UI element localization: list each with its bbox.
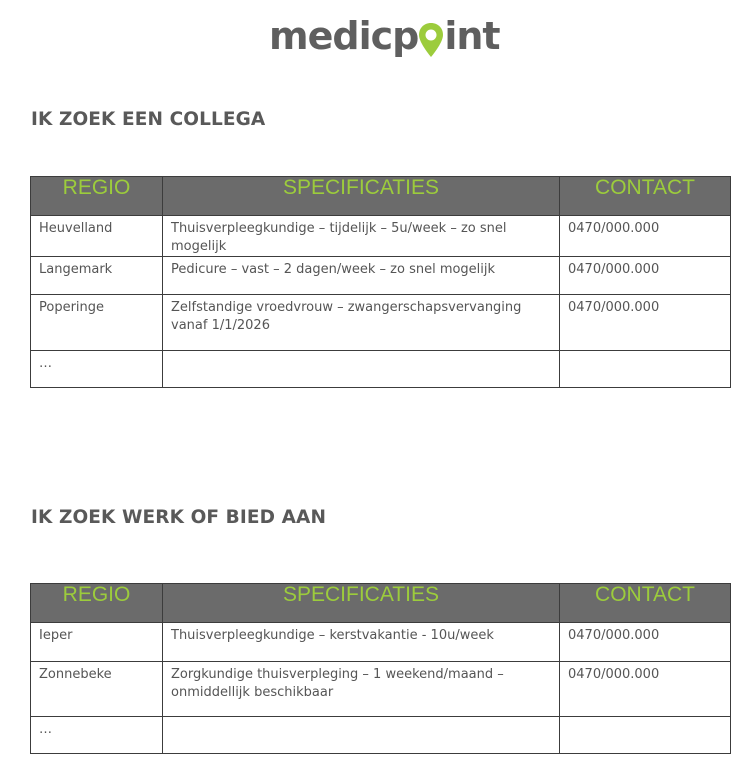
cell-spec: Thuisverpleegkundige – kerstvakantie - 10u/week (163, 623, 560, 662)
table-row (31, 216, 731, 257)
cell-regio: Ieper (31, 623, 163, 662)
table-row (31, 295, 731, 351)
header-contact: CONTACT (560, 584, 731, 623)
medicpoint-logo (269, 14, 500, 58)
header-regio: REGIO (31, 177, 163, 216)
header-contact: CONTACT (560, 177, 731, 216)
werk-table (30, 583, 731, 754)
cell-contact: 0470/000.000 (560, 662, 731, 717)
header-regio: REGIO (31, 584, 163, 623)
cell-spec: Zelfstandige vroedvrouw – zwangerschapsvervanging vanaf 1/1/2026 (163, 295, 560, 351)
table-row (31, 257, 731, 295)
cell-regio: Poperinge (31, 295, 163, 351)
cell-regio: Langemark (31, 257, 163, 295)
logo-text-end: int (444, 14, 500, 58)
map-pin-icon (419, 23, 443, 57)
cell-contact: 0470/000.000 (560, 257, 731, 295)
cell-spec (163, 717, 560, 754)
cell-contact: 0470/000.000 (560, 295, 731, 351)
header-specificaties: SPECIFICATIES (163, 177, 560, 216)
cell-regio: … (31, 717, 163, 754)
table-row (31, 623, 731, 662)
cell-contact (560, 717, 731, 754)
section-title-collega: IK ZOEK EEN COLLEGA (31, 109, 266, 130)
table-row (31, 662, 731, 717)
header-specificaties: SPECIFICATIES (163, 584, 560, 623)
logo-text-start: medicp (269, 14, 419, 58)
table-header-row (31, 177, 731, 216)
cell-contact: 0470/000.000 (560, 216, 731, 257)
cell-spec: Pedicure – vast – 2 dagen/week – zo snel mogelijk (163, 257, 560, 295)
collega-table (30, 176, 731, 388)
cell-spec: Zorgkundige thuisverpleging – 1 weekend/maand – onmiddellijk beschikbaar (163, 662, 560, 717)
cell-regio: Heuvelland (31, 216, 163, 257)
cell-spec (163, 351, 560, 388)
table-header-row (31, 584, 731, 623)
section-title-werk: IK ZOEK WERK OF BIED AAN (31, 507, 327, 528)
table-row (31, 717, 731, 754)
cell-contact (560, 351, 731, 388)
table-row (31, 351, 731, 388)
cell-contact: 0470/000.000 (560, 623, 731, 662)
cell-regio: Zonnebeke (31, 662, 163, 717)
cell-regio: … (31, 351, 163, 388)
cell-spec: Thuisverpleegkundige – tijdelijk – 5u/week – zo snel mogelijk (163, 216, 560, 257)
